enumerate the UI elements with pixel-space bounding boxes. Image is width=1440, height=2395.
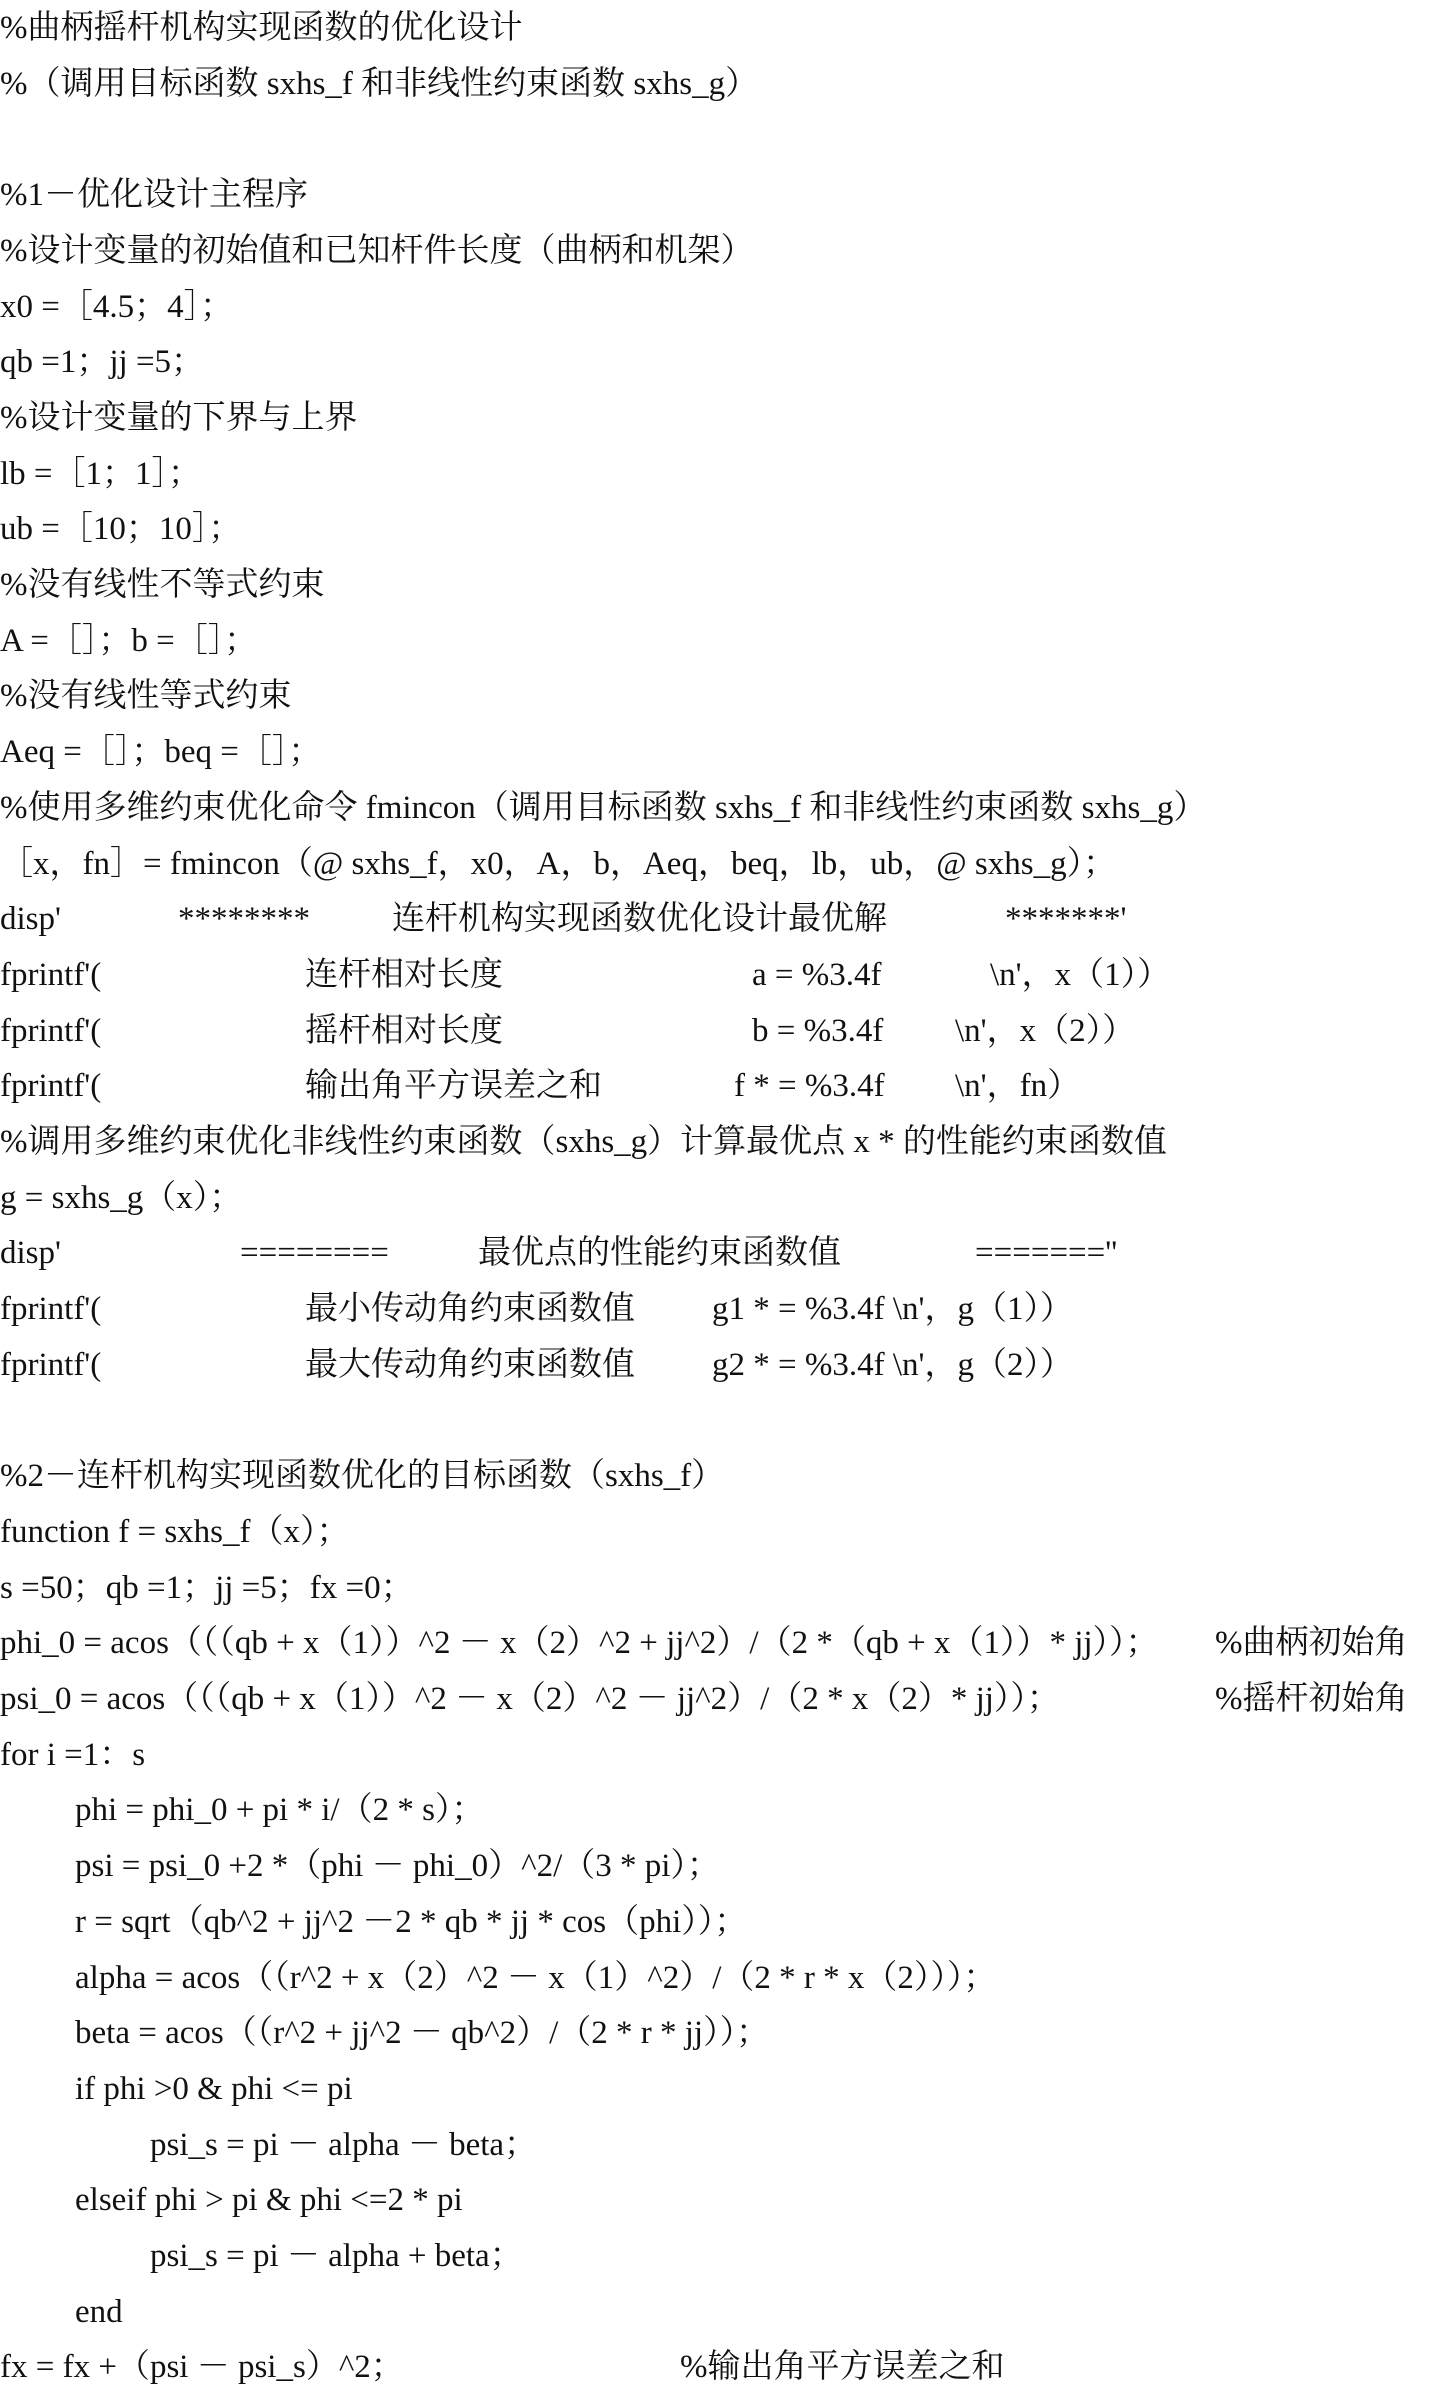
- code-segment: fprintf'(: [0, 956, 102, 993]
- code-segment: f * = %3.4f: [734, 1068, 885, 1105]
- code-segment: A =［］；b =［］；: [0, 622, 258, 659]
- code-segment: ［x，fn］= fmincon（@ sxhs_f，x0，A，b，Aeq，beq，lb，ub，@ sxhs_g）；: [0, 845, 1117, 882]
- code-segment: 连杆相对长度: [305, 956, 503, 993]
- code-segment: beta = acos（（r^2 + jj^2 － qb^2）/（2 * r * jj））；: [75, 2015, 770, 2052]
- code-segment: psi_0 = acos（（（qb + x（1））^2 － x（2）^2 － jj^2）/（2 * x（2）* jj））；: [0, 1681, 1060, 1717]
- code-segment: ========: [240, 1235, 389, 1272]
- code-segment: g1 * = %3.4f \n'，g（1））: [712, 1291, 1073, 1328]
- code-segment: %没有线性等式约束: [0, 678, 292, 715]
- code-segment: psi = psi_0 +2 *（phi － phi_0）^2/（3 * pi）；: [75, 1848, 720, 1885]
- code-segment: disp': [0, 901, 61, 938]
- code-segment: 最优点的性能约束函数值: [478, 1235, 841, 1272]
- code-segment: a = %3.4f: [752, 956, 882, 993]
- code-segment: for i =1：s: [0, 1736, 146, 1773]
- code-segment: g = sxhs_g（x）；: [0, 1179, 243, 1216]
- code-segment: fprintf'(: [0, 1291, 102, 1328]
- code-segment: 最小传动角约束函数值: [305, 1291, 635, 1328]
- code-segment: 连杆机构实现函数优化设计最优解: [392, 901, 887, 938]
- code-segment: alpha = acos（（r^2 + x（2）^2 － x（1）^2）/（2 * r * x（2）））；: [75, 1959, 997, 1996]
- code-segment: *******': [1005, 901, 1127, 938]
- code-segment: g2 * = %3.4f \n'，g（2））: [712, 1346, 1073, 1383]
- code-segment: phi = phi_0 + pi * i/（2 * s）；: [75, 1792, 485, 1829]
- code-segment: x0 =［4.5；4］；: [0, 288, 234, 325]
- code-segment: %1－优化设计主程序: [0, 177, 308, 214]
- code-segment: %曲柄摇杆机构实现函数的优化设计: [0, 10, 523, 46]
- code-segment: \n'，fn）: [955, 1068, 1081, 1105]
- code-segment: r = sqrt（qb^2 + jj^2 －2 * qb * jj * cos（phi））；: [75, 1903, 748, 1940]
- code-segment: fprintf'(: [0, 1346, 102, 1383]
- code-segment: 最大传动角约束函数值: [305, 1346, 635, 1383]
- code-segment: ======='': [975, 1235, 1118, 1272]
- code-segment: %调用多维约束优化非线性约束函数（sxhs_g）计算最优点 x * 的性能约束函数值: [0, 1124, 1167, 1160]
- code-segment: 输出角平方误差之和: [305, 1068, 602, 1105]
- code-segment: %（调用目标函数 sxhs_f 和非线性约束函数 sxhs_g）: [0, 65, 759, 102]
- code-segment: b = %3.4f: [752, 1012, 884, 1049]
- code-segment: phi_0 = acos（（（qb + x（1））^2 － x（2）^2 + jj^2）/（2 *（qb + x（1））* jj））；: [0, 1625, 1159, 1662]
- code-segment: lb =［1；1］；: [0, 455, 202, 492]
- code-segment: ub =［10；10］；: [0, 511, 242, 548]
- code-segment: fx = fx +（psi － psi_s）^2；: [0, 2349, 404, 2386]
- code-segment: elseif phi > pi & phi <=2 * pi: [75, 2182, 463, 2219]
- code-segment: qb =1；jj =5；: [0, 344, 205, 381]
- code-segment: 摇杆相对长度: [305, 1012, 503, 1049]
- code-segment: %设计变量的下界与上界: [0, 399, 358, 436]
- code-segment: \n'，x（1））: [990, 956, 1171, 993]
- code-segment: s =50；qb =1；jj =5；fx =0；: [0, 1569, 414, 1606]
- code-segment: if phi >0 & phi <= pi: [75, 2070, 353, 2107]
- code-segment: %摇杆初始角: [1215, 1681, 1408, 1717]
- code-segment: %设计变量的初始值和已知杆件长度（曲柄和机架）: [0, 232, 754, 269]
- code-segment: psi_s = pi － alpha － beta；: [150, 2126, 538, 2163]
- code-segment: %曲柄初始角: [1215, 1625, 1408, 1662]
- code-segment: Aeq =［］；beq =［］；: [0, 734, 322, 771]
- code-segment: disp': [0, 1235, 61, 1272]
- code-segment: %使用多维约束优化命令 fmincon（调用目标函数 sxhs_f 和非线性约束函数 sxhs_g）: [0, 789, 1207, 826]
- code-segment: %没有线性不等式约束: [0, 567, 325, 603]
- code-segment: end: [75, 2293, 123, 2330]
- code-segment: fprintf'(: [0, 1068, 102, 1105]
- code-segment: psi_s = pi － alpha + beta；: [150, 2238, 523, 2274]
- code-segment: ********: [178, 901, 310, 938]
- code-segment: fprintf'(: [0, 1012, 102, 1049]
- code-segment: \n'，x（2））: [955, 1012, 1136, 1049]
- code-segment: function f = sxhs_f（x）；: [0, 1513, 350, 1550]
- code-segment: %2－连杆机构实现函数优化的目标函数（sxhs_f）: [0, 1458, 725, 1495]
- code-segment: %输出角平方误差之和: [680, 2349, 1005, 2386]
